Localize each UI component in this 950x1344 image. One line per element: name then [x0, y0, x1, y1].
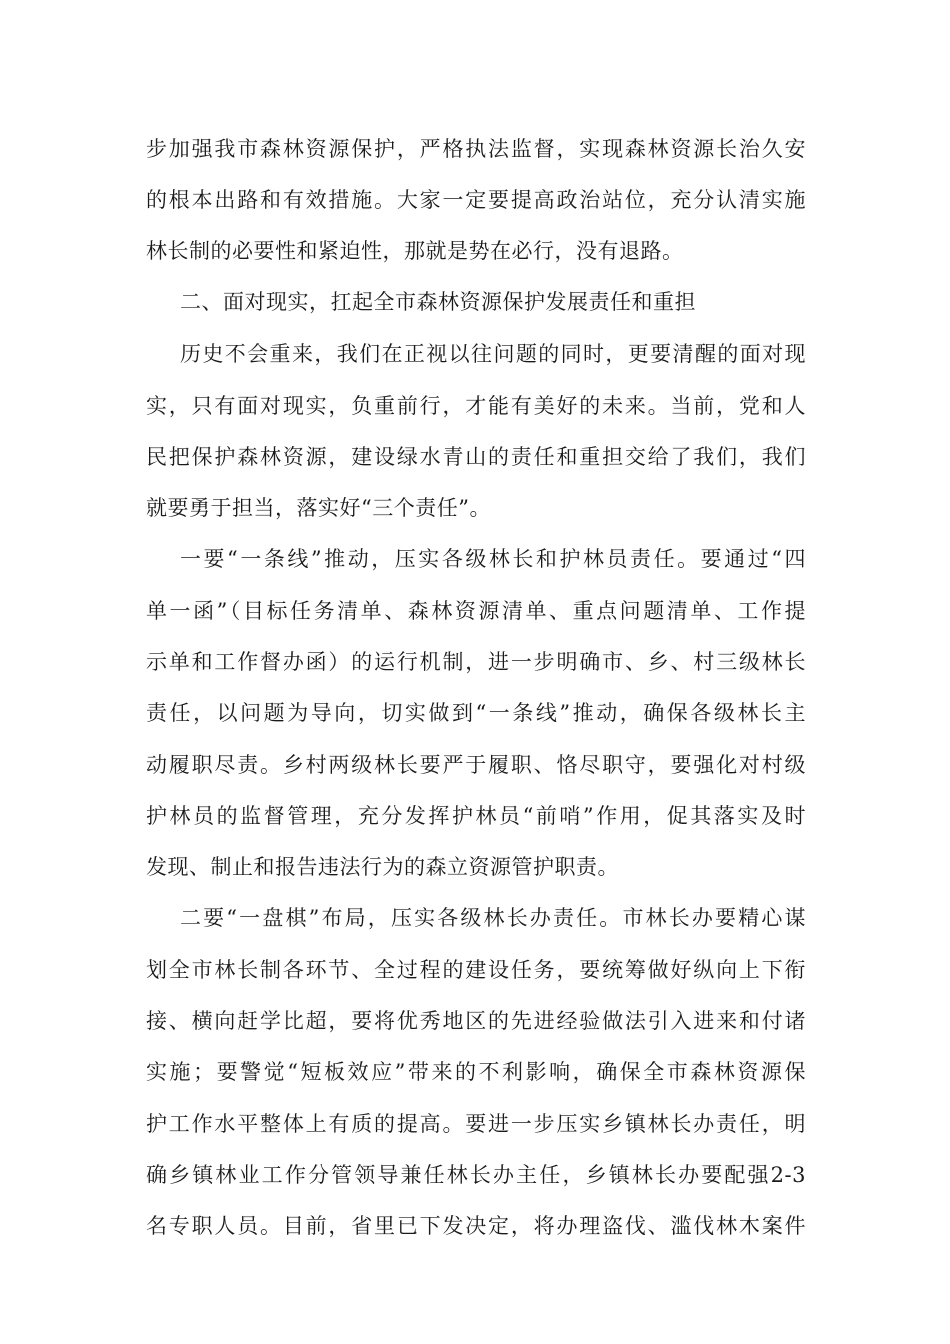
body-text-line: 发现、制止和报告违法行为的森立资源管护职责。	[146, 855, 619, 879]
body-text-line: 实，只有面对现实，负重前行，才能有美好的未来。当前，党和人	[146, 394, 806, 418]
body-text-line: 就要勇于担当，落实好“三个责任”。	[146, 496, 491, 520]
body-text-line: 实施；要警觉“短板效应”带来的不利影响，确保全市森林资源保	[146, 1060, 806, 1084]
body-text-line: 动履职尽责。乡村两级林长要严于履职、恪尽职守，要强化对村级	[146, 753, 806, 777]
body-text-line: 步加强我市森林资源保护，严格执法监督，实现森林资源长治久安	[146, 137, 806, 161]
body-text-line: 单一函”（目标任务清单、森林资源清单、重点问题清单、工作提	[146, 599, 806, 623]
body-text-line: 接、横向赶学比超，要将优秀地区的先进经验做法引入进来和付诸	[146, 1009, 806, 1033]
body-text-line: 名专职人员。目前，省里已下发决定，将办理盗伐、滥伐林木案件	[146, 1214, 806, 1238]
body-text-line: 示单和工作督办函）的运行机制，进一步明确市、乡、村三级林长	[146, 650, 806, 674]
body-text-line: 一要“一条线”推动，压实各级林长和护林员责任。要通过“四	[180, 547, 806, 571]
body-text-line: 民把保护森林资源，建设绿水青山的责任和重担交给了我们，我们	[146, 445, 806, 469]
body-text-line: 二要“一盘棋”布局，压实各级林长办责任。市林长办要精心谋	[180, 906, 806, 930]
body-text-line: 护林员的监督管理，充分发挥护林员“前哨”作用，促其落实及时	[146, 804, 806, 828]
body-text-line: 历史不会重来，我们在正视以往问题的同时，更要清醒的面对现	[180, 342, 806, 366]
section-heading: 二、面对现实，扛起全市森林资源保护发展责任和重担	[180, 290, 696, 314]
body-text-line: 林长制的必要性和紧迫性，那就是势在必行，没有退路。	[146, 239, 684, 263]
body-text-line: 的根本出路和有效措施。大家一定要提高政治站位，充分认清实施	[146, 188, 806, 212]
body-text-line: 划全市林长制各环节、全过程的建设任务，要统筹做好纵向上下衔	[146, 958, 806, 982]
body-text-line: 护工作水平整体上有质的提高。要进一步压实乡镇林长办责任，明	[146, 1112, 806, 1136]
body-text-line: 确乡镇林业工作分管领导兼任林长办主任，乡镇林长办要配强2-3	[146, 1163, 806, 1187]
body-text-line: 责任，以问题为导向，切实做到“一条线”推动，确保各级林长主	[146, 701, 806, 725]
